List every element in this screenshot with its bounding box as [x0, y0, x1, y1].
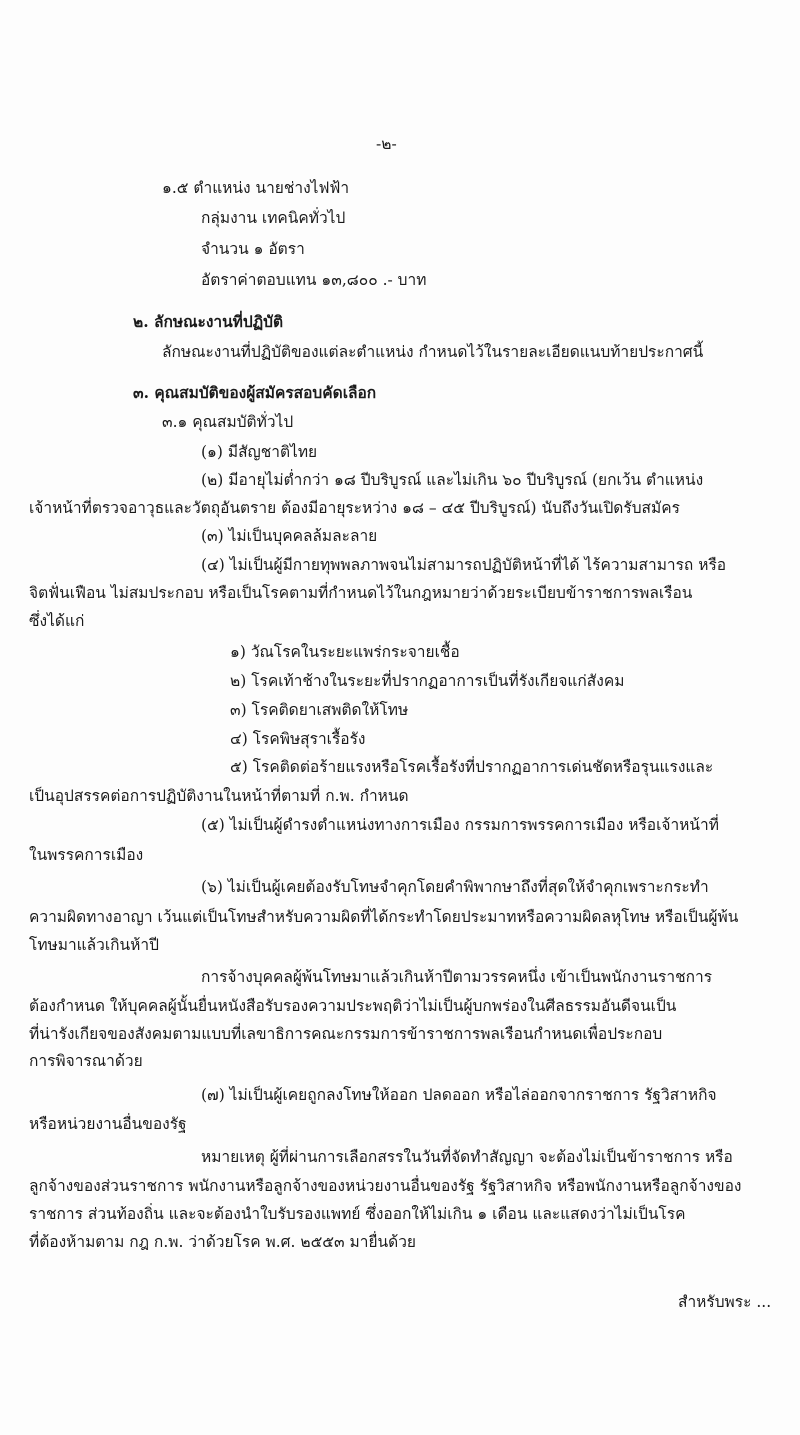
qual-7-line1: (๗) ไม่เป็นผู้เคยถูกลงโทษให้ออก ปลดออก หรือไล่ออกจากราชการ รัฐวิสาหกิจ: [201, 1086, 717, 1104]
qual-3: (๓) ไม่เป็นบุคคลล้มละลาย: [201, 527, 378, 545]
para-1-line2: ต้องกำหนด ให้บุคคลผู้นั้นยื่นหนังสือรับรองความประพฤติว่าไม่เป็นผู้บกพร่องในศีลธรรมอันดีจนเป็น: [29, 997, 677, 1015]
disease-2: ๒) โรคเท้าช้างในระยะที่ปรากฏอาการเป็นที่รังเกียจแก่สังคม: [230, 672, 625, 690]
note-line1: หมายเหตุ ผู้ที่ผ่านการเลือกสรรในวันที่จัดทำสัญญา จะต้องไม่เป็นข้าราชการ หรือ: [201, 1148, 733, 1166]
qual-6-line1: (๖) ไม่เป็นผู้เคยต้องรับโทษจำคุกโดยคำพิพากษาถึงที่สุดให้จำคุกเพราะกระทำ: [201, 878, 709, 896]
section3-sub: ๓.๑ คุณสมบัติทั่วไป: [162, 413, 294, 431]
qual-4-line1: (๔) ไม่เป็นผู้มีกายทุพพลภาพจนไม่สามารถปฏิบัติหน้าที่ได้ ไร้ความสามารถ หรือ: [201, 556, 727, 574]
disease-4: ๔) โรคพิษสุราเรื้อรัง: [230, 730, 366, 748]
position-group: กลุ่มงาน เทคนิคทั่วไป: [201, 209, 346, 227]
section3-heading: ๓. คุณสมบัติของผู้สมัครสอบคัดเลือก: [133, 383, 377, 402]
qual-6-line3: โทษมาแล้วเกินห้าปี: [29, 936, 159, 954]
qual-5-line1: (๕) ไม่เป็นผู้ดำรงตำแหน่งทางการเมือง กรรมการพรรคการเมือง หรือเจ้าหน้าที่: [201, 816, 719, 834]
qual-4-line2: จิตฟั่นเฟือน ไม่สมประกอบ หรือเป็นโรคตามที่กำหนดไว้ในกฎหมายว่าด้วยระเบียบข้าราชการพลเรือน: [29, 584, 693, 602]
qual-7-line2: หรือหน่วยงานอื่นของรัฐ: [29, 1115, 187, 1133]
continuation-text: สำหรับพระ ...: [678, 1293, 772, 1311]
note-line4: ที่ต้องห้ามตาม กฎ ก.พ. ว่าด้วยโรค พ.ศ. ๒๕๕๓ มายื่นด้วย: [29, 1233, 417, 1251]
section2-body: ลักษณะงานที่ปฏิบัติของแต่ละตำแหน่ง กำหนดไว้ในรายละเอียดแนบท้ายประกาศนี้: [162, 343, 704, 361]
para-1-line1: การจ้างบุคคลผู้พ้นโทษมาแล้วเกินห้าปีตามวรรคหนึ่ง เข้าเป็นพนักงานราชการ: [201, 968, 713, 986]
disease-3: ๓) โรคติดยาเสพติดให้โทษ: [230, 701, 409, 719]
position-pay: อัตราค่าตอบแทน ๑๓,๘๐๐ .- บาท: [201, 271, 427, 289]
qual-1: (๑) มีสัญชาติไทย: [201, 443, 318, 461]
disease-5-line1: ๕) โรคติดต่อร้ายแรงหรือโรคเรื้อรังที่ปรากฏอาการเด่นชัดหรือรุนแรงและ: [230, 758, 714, 776]
para-1-line3: ที่น่ารังเกียจของสังคมตามแบบที่เลขาธิการคณะกรรมการข้าราชการพลเรือนกำหนดเพื่อประกอบ: [29, 1025, 663, 1043]
note-line2: ลูกจ้างของส่วนราชการ พนักงานหรือลูกจ้างของหน่วยงานอื่นของรัฐ รัฐวิสาหกิจ หรือพนักงานหรือลูกจ้างของ: [29, 1177, 742, 1195]
qual-5-line2: ในพรรคการเมือง: [29, 846, 144, 864]
position-count: จำนวน ๑ อัตรา: [201, 240, 305, 258]
para-1-line4: การพิจารณาด้วย: [29, 1052, 143, 1070]
page-number: -๒-: [376, 135, 397, 153]
qual-2-line2: เจ้าหน้าที่ตรวจอาวุธและวัตถุอันตราย ต้องมีอายุระหว่าง ๑๘ – ๔๕ ปีบริบูรณ์) นับถึงวันเปิดรับสมัคร: [29, 499, 680, 517]
qual-2-line1: (๒) มีอายุไม่ต่ำกว่า ๑๘ ปีบริบูรณ์ และไม่เกิน ๖๐ ปีบริบูรณ์ (ยกเว้น ตำแหน่ง: [201, 471, 704, 489]
section2-heading: ๒. ลักษณะงานที่ปฏิบัติ: [133, 312, 284, 331]
note-line3: ราชการ ส่วนท้องถิ่น และจะต้องนำใบรับรองแพทย์ ซึ่งออกให้ไม่เกิน ๑ เดือน และแสดงว่าไม่เป็นโรค: [29, 1205, 686, 1223]
qual-4-line3: ซึ่งได้แก่: [29, 612, 85, 630]
disease-5-line2: เป็นอุปสรรคต่อการปฏิบัติงานในหน้าที่ตามที่ ก.พ. กำหนด: [29, 787, 409, 805]
disease-1: ๑) วัณโรคในระยะแพร่กระจายเชื้อ: [230, 643, 460, 661]
qual-6-line2: ความผิดทางอาญา เว้นแต่เป็นโทษสำหรับความผิดที่ได้กระทำโดยประมาทหรือความผิดลหุโทษ หรือเป็นผู้พ้น: [29, 908, 739, 926]
position-title: ๑.๕ ตำแหน่ง นายช่างไฟฟ้า: [162, 179, 350, 197]
